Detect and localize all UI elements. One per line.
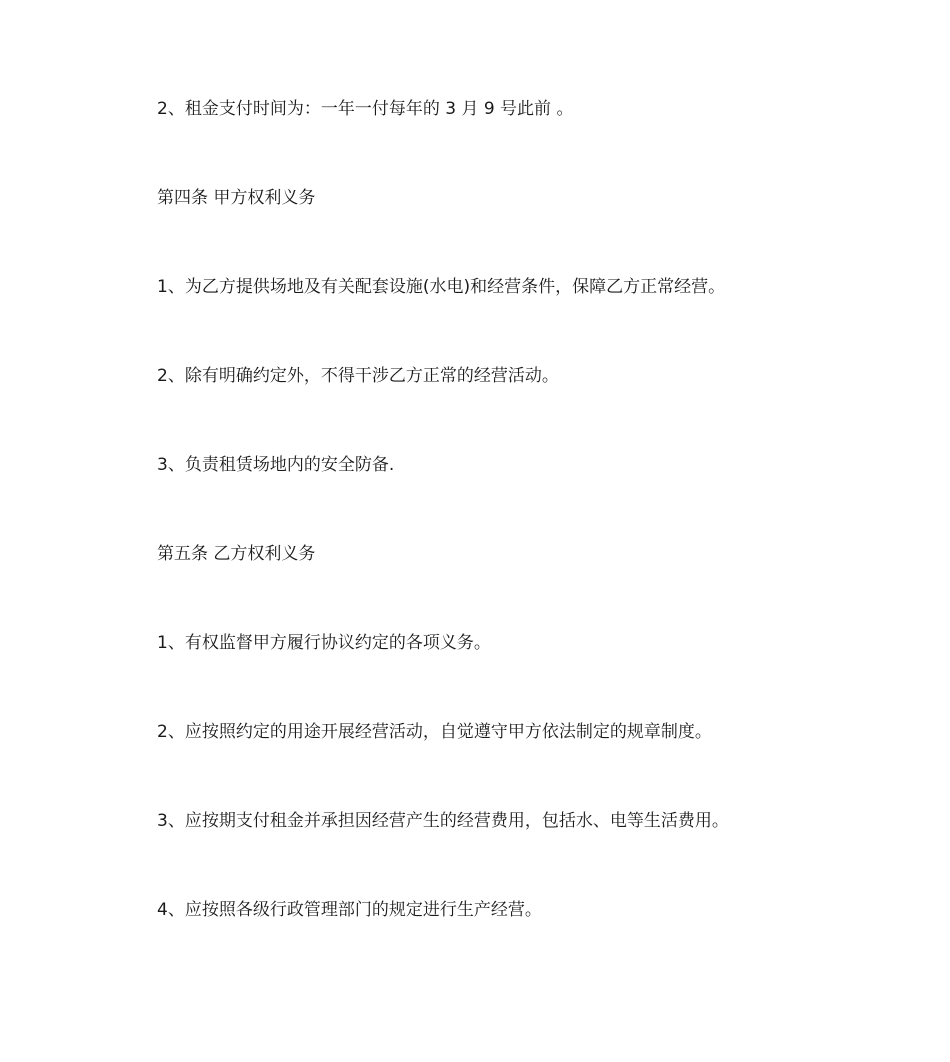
party-a-obligation-3: 3、负责租赁场地内的安全防备. xyxy=(157,455,395,475)
article-four-heading: 第四条 甲方权利义务 xyxy=(157,188,316,208)
party-b-obligation-2: 2、应按照约定的用途开展经营活动，自觉遵守甲方依法制定的规章制度。 xyxy=(157,722,712,742)
party-b-obligation-3: 3、应按期支付租金并承担因经营产生的经营费用，包括水、电等生活费用。 xyxy=(157,811,729,831)
party-a-obligation-1: 1、为乙方提供场地及有关配套设施(水电)和经营条件，保障乙方正常经营。 xyxy=(157,277,726,297)
party-a-obligation-2: 2、除有明确约定外，不得干涉乙方正常的经营活动。 xyxy=(157,366,559,386)
rent-payment-time-clause: 2、租金支付时间为：一年一付每年的 3 月 9 号此前 。 xyxy=(157,99,574,119)
article-five-heading: 第五条 乙方权利义务 xyxy=(157,544,316,564)
party-b-obligation-4: 4、应按照各级行政管理部门的规定进行生产经营。 xyxy=(157,900,542,920)
party-b-obligation-1: 1、有权监督甲方履行协议约定的各项义务。 xyxy=(157,633,491,653)
